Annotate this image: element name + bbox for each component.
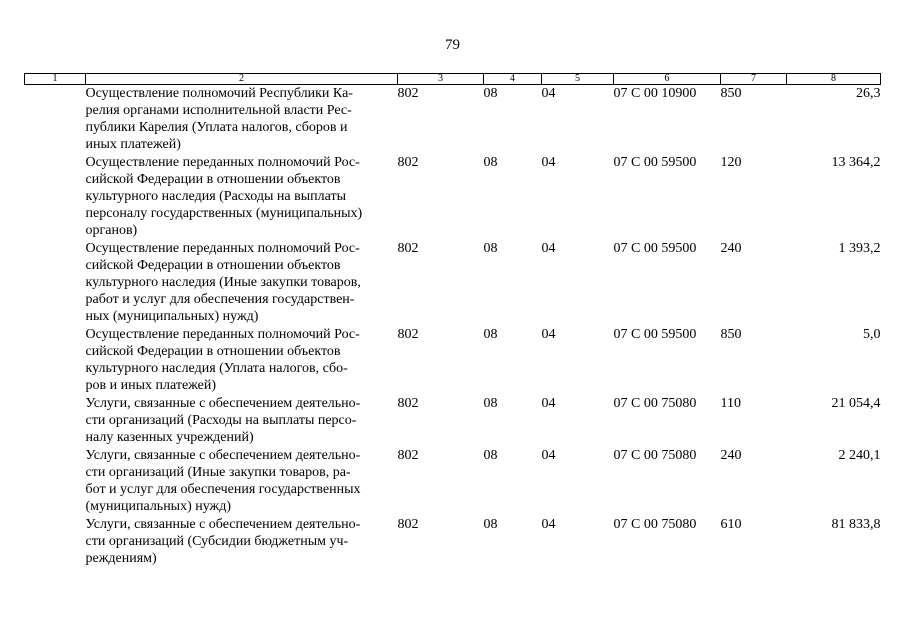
expense-name-line: налу казенных учреждений) bbox=[85, 430, 254, 445]
cell-subsection: 04 bbox=[541, 517, 556, 532]
column-number-header bbox=[25, 74, 881, 85]
cell-col-1 bbox=[25, 395, 86, 447]
budget-table bbox=[24, 73, 881, 568]
expense-name-line: ров и иных платежей) bbox=[85, 378, 217, 393]
cell-subsection: 04 bbox=[541, 86, 556, 101]
cell-expense-name bbox=[86, 516, 398, 568]
cell-expense-name bbox=[86, 447, 398, 516]
expense-name-line: культурного наследия (Уплата налогов, сбо- bbox=[85, 361, 348, 376]
cell-ministry-code: 802 bbox=[397, 241, 419, 256]
cell-section: 08 bbox=[483, 396, 498, 411]
expense-name-line: сийской Федерации в отношении объектов bbox=[85, 172, 341, 187]
cell-amount: 2 240,1 bbox=[838, 448, 881, 463]
cell-amount: 5,0 bbox=[863, 327, 881, 342]
cell-target-article: 07 С 00 59500 bbox=[613, 155, 697, 170]
expense-name-line: Осуществление переданных полномочий Рос- bbox=[85, 155, 360, 170]
cell-expense-name bbox=[86, 154, 398, 240]
cell-subsection: 04 bbox=[541, 448, 556, 463]
cell-subsection: 04 bbox=[541, 396, 556, 411]
expense-name-line: ных (муниципальных) нужд) bbox=[85, 309, 259, 324]
expense-name-line: иных платежей) bbox=[85, 137, 181, 152]
expense-name-line: сти организаций (Расходы на выплаты персо- bbox=[85, 413, 357, 428]
cell-section: 08 bbox=[483, 327, 498, 342]
expense-name-line: Осуществление переданных полномочий Рос- bbox=[85, 241, 360, 256]
cell-amount: 81 833,8 bbox=[831, 517, 881, 532]
cell-ministry-code: 802 bbox=[397, 396, 419, 411]
cell-target-article: 07 С 00 59500 bbox=[613, 327, 697, 342]
expense-name-line: релия органами исполнительной власти Рес- bbox=[85, 103, 352, 118]
expense-name-line: бот и услуг для обеспечения государственных bbox=[85, 482, 361, 497]
table-row bbox=[25, 85, 881, 155]
cell-col-1 bbox=[25, 240, 86, 326]
table-row bbox=[25, 516, 881, 568]
cell-expense-type: 110 bbox=[720, 396, 741, 411]
table-row bbox=[25, 240, 881, 326]
cell-target-article: 07 С 00 75080 bbox=[613, 517, 697, 532]
cell-target-article: 07 С 00 75080 bbox=[613, 448, 697, 463]
header-col-3: 3 bbox=[398, 74, 484, 85]
cell-expense-name bbox=[86, 240, 398, 326]
header-col-7: 7 bbox=[721, 74, 787, 85]
cell-target-article: 07 С 00 75080 bbox=[613, 396, 697, 411]
table-row bbox=[25, 154, 881, 240]
cell-expense-name bbox=[86, 395, 398, 447]
header-col-1: 1 bbox=[25, 74, 86, 85]
expense-name-line: Услуги, связанные с обеспечением деятельно- bbox=[85, 396, 361, 411]
cell-subsection: 04 bbox=[541, 155, 556, 170]
expense-name-line: (муниципальных) нужд) bbox=[85, 499, 232, 514]
expense-name-line: сийской Федерации в отношении объектов bbox=[85, 344, 341, 359]
cell-expense-type: 610 bbox=[720, 517, 742, 532]
table-row bbox=[25, 326, 881, 395]
expense-name-line: реждениям) bbox=[85, 551, 157, 566]
cell-expense-type: 850 bbox=[720, 86, 742, 101]
cell-section: 08 bbox=[483, 86, 498, 101]
header-col-2: 2 bbox=[86, 74, 398, 85]
cell-ministry-code: 802 bbox=[397, 327, 419, 342]
header-col-8: 8 bbox=[787, 74, 881, 85]
cell-amount: 21 054,4 bbox=[831, 396, 881, 411]
cell-expense-name bbox=[86, 85, 398, 155]
expense-name-line: культурного наследия (Иные закупки товаров, bbox=[85, 275, 361, 290]
expense-name-line: Услуги, связанные с обеспечением деятельно- bbox=[85, 448, 361, 463]
expense-name-line: Осуществление полномочий Республики Ка- bbox=[85, 86, 353, 101]
expense-name-line: органов) bbox=[85, 223, 138, 238]
cell-target-article: 07 С 00 59500 bbox=[613, 241, 697, 256]
expense-name-line: работ и услуг для обеспечения государствен- bbox=[85, 292, 355, 307]
cell-col-1 bbox=[25, 447, 86, 516]
cell-section: 08 bbox=[483, 517, 498, 532]
expense-name-line: Услуги, связанные с обеспечением деятельно- bbox=[85, 517, 361, 532]
cell-expense-type: 850 bbox=[720, 327, 742, 342]
header-col-4: 4 bbox=[484, 74, 542, 85]
expense-name-line: сти организаций (Субсидии бюджетным уч- bbox=[85, 534, 349, 549]
table-body bbox=[25, 85, 881, 569]
cell-ministry-code: 802 bbox=[397, 517, 419, 532]
page-number: 79 bbox=[445, 37, 460, 53]
header-col-6: 6 bbox=[614, 74, 721, 85]
cell-subsection: 04 bbox=[541, 327, 556, 342]
cell-amount: 1 393,2 bbox=[838, 241, 881, 256]
expense-name-line: публики Карелия (Уплата налогов, сборов и bbox=[85, 120, 348, 135]
cell-section: 08 bbox=[483, 155, 498, 170]
cell-section: 08 bbox=[483, 241, 498, 256]
cell-col-1 bbox=[25, 85, 86, 155]
cell-target-article: 07 С 00 10900 bbox=[613, 86, 697, 101]
cell-expense-type: 240 bbox=[720, 448, 742, 463]
expense-name-line: сти организаций (Иные закупки товаров, ра- bbox=[85, 465, 351, 480]
cell-amount: 26,3 bbox=[856, 86, 881, 101]
expense-name-line: культурного наследия (Расходы на выплаты bbox=[85, 189, 346, 204]
cell-subsection: 04 bbox=[541, 241, 556, 256]
cell-ministry-code: 802 bbox=[397, 86, 419, 101]
cell-expense-name bbox=[86, 326, 398, 395]
cell-amount: 13 364,2 bbox=[831, 155, 881, 170]
cell-section: 08 bbox=[483, 448, 498, 463]
cell-col-1 bbox=[25, 516, 86, 568]
expense-name-line: персоналу государственных (муниципальных) bbox=[85, 206, 363, 221]
cell-col-1 bbox=[25, 154, 86, 240]
cell-expense-type: 240 bbox=[720, 241, 742, 256]
cell-expense-type: 120 bbox=[720, 155, 742, 170]
table-row bbox=[25, 395, 881, 447]
cell-ministry-code: 802 bbox=[397, 448, 419, 463]
expense-name-line: Осуществление переданных полномочий Рос- bbox=[85, 327, 360, 342]
table-row bbox=[25, 447, 881, 516]
header-col-5: 5 bbox=[542, 74, 614, 85]
expense-name-line: сийской Федерации в отношении объектов bbox=[85, 258, 341, 273]
cell-col-1 bbox=[25, 326, 86, 395]
cell-ministry-code: 802 bbox=[397, 155, 419, 170]
